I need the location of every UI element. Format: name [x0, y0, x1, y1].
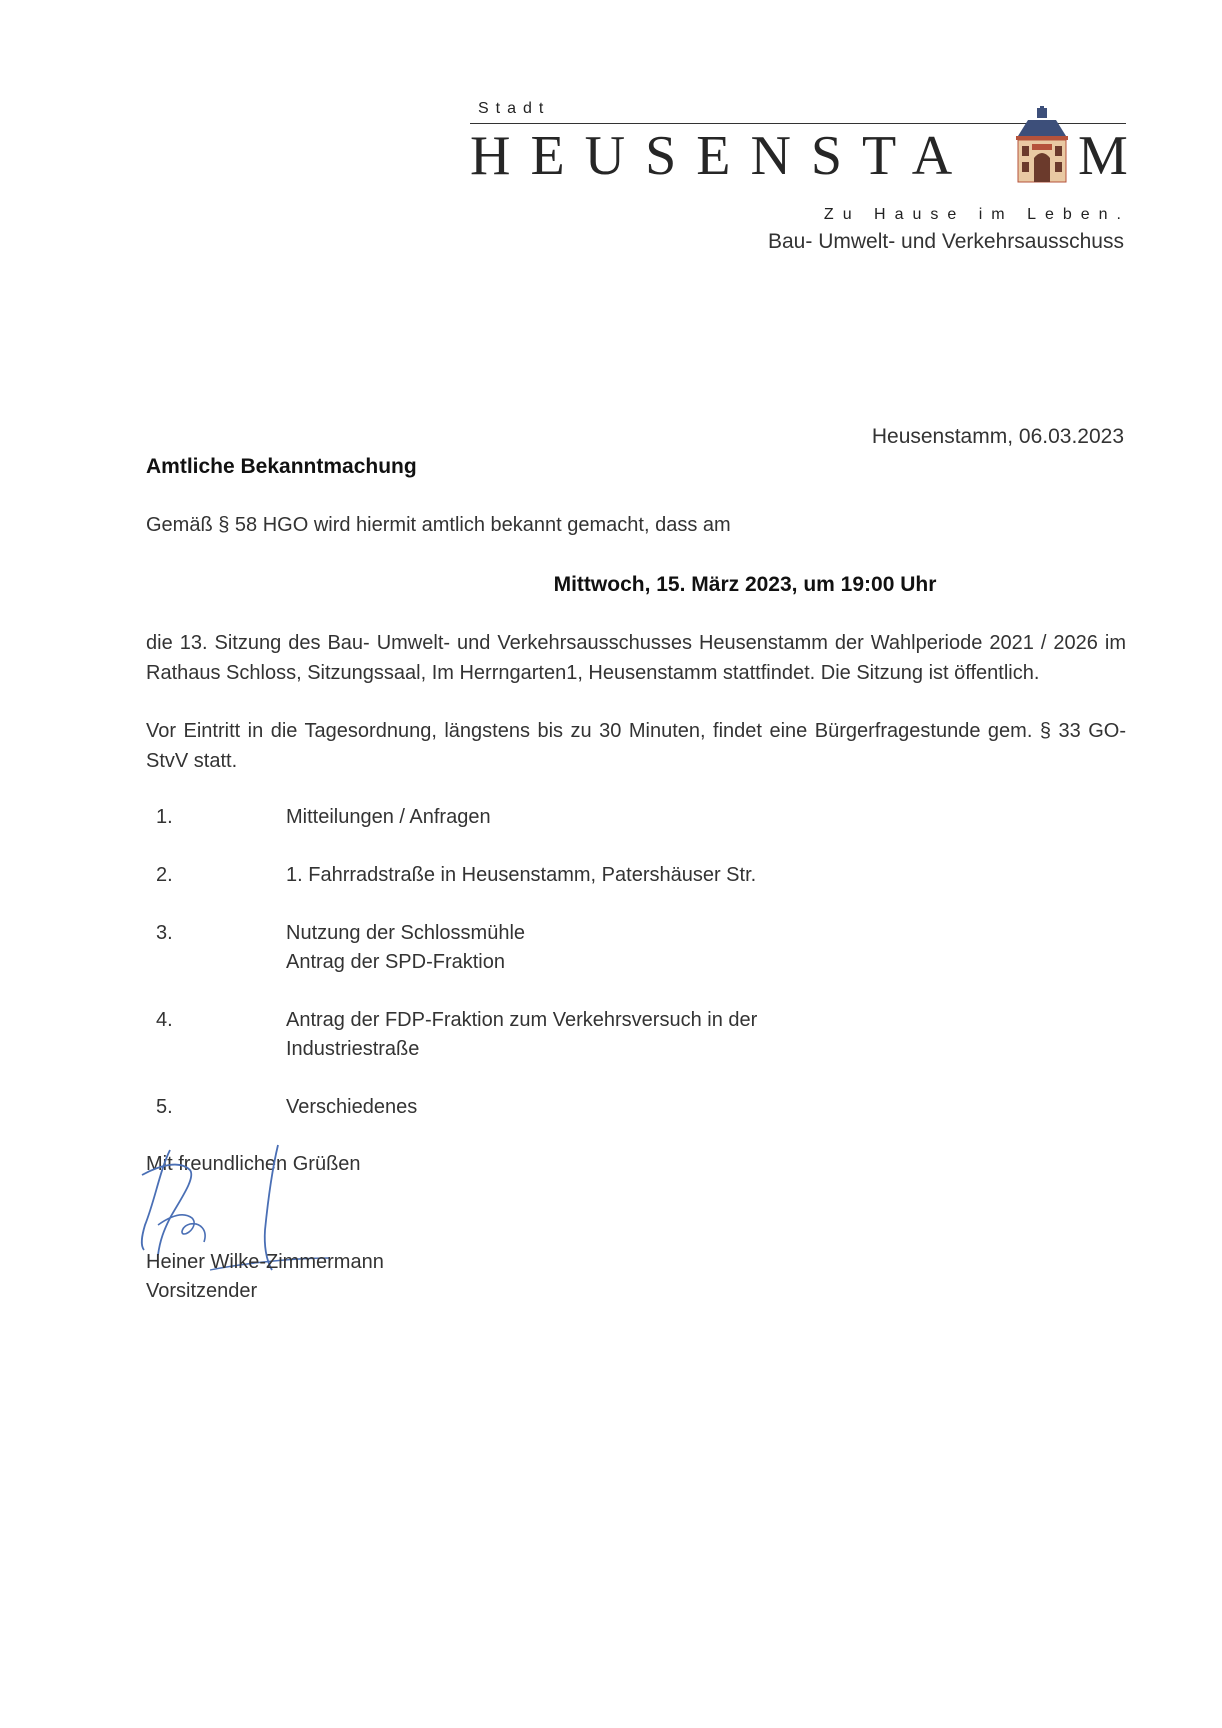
meeting-date: Mittwoch, 15. März 2023, um 19:00 Uhr: [553, 573, 937, 596]
agenda-title: 1. Fahrradstraße in Heusenstamm, Patershäuser Str.: [286, 864, 757, 886]
agenda-item: [146, 919, 1126, 977]
place-date: Heusenstamm, 06.03.2023: [871, 425, 1124, 448]
agenda-item: [146, 1006, 1126, 1064]
session-paragraph: die 13. Sitzung des Bau- Umwelt- und Verkehrsausschusses Heusenstamm der Wahlperiode 2021 / 2026 im Rathaus Schloss, Sitzungssaal, Im Herrngarten1, Heusenstamm stattfindet. Die Sitzung ist öffentlich.: [146, 632, 1126, 684]
agenda-title: Nutzung der Schlossmühle: [286, 922, 526, 944]
closing-greeting: Mit freundlichen Grüßen: [146, 1153, 361, 1175]
logo-city-name-end: M: [1078, 125, 1128, 187]
agenda-number: 5.: [156, 1096, 173, 1118]
logo-tagline: Zu Hause im Leben.: [823, 206, 1130, 223]
agenda-subtitle: Industriestraße: [286, 1038, 420, 1060]
citizen-questions-paragraph: Vor Eintritt in die Tagesordnung, längstens bis zu 30 Minuten, findet eine Bürgerfragestunde gem. § 33 GO-StvV statt.: [146, 720, 1126, 772]
agenda-title: Antrag der FDP-Fraktion zum Verkehrsversuch in der: [286, 1009, 758, 1031]
signer-role: Vorsitzender: [146, 1280, 258, 1302]
city-logo: [470, 100, 1130, 223]
agenda-number: 2.: [156, 864, 173, 886]
agenda-title: Verschiedenes: [286, 1096, 418, 1118]
agenda-item: [146, 861, 1126, 890]
signer-name: Heiner Wilke-Zimmermann: [146, 1251, 384, 1273]
castle-icon: [1014, 106, 1070, 184]
agenda-number: 4.: [156, 1009, 173, 1031]
notice-heading: Amtliche Bekanntmachung: [146, 455, 417, 478]
agenda-number: 3.: [156, 922, 173, 944]
committee-name: Bau- Umwelt- und Verkehrsausschuss: [768, 230, 1124, 253]
intro-text: Gemäß § 58 HGO wird hiermit amtlich bekannt gemacht, dass am: [146, 514, 731, 536]
agenda-item: [146, 803, 1126, 832]
agenda-subtitle: Antrag der SPD-Fraktion: [286, 951, 505, 973]
logo-stadt-label: Stadt: [478, 100, 551, 117]
agenda-title: Mitteilungen / Anfragen: [286, 806, 491, 828]
agenda-list: [146, 803, 1126, 1151]
agenda-item: [146, 1093, 1126, 1122]
agenda-number: 1.: [156, 806, 173, 828]
logo-city-name: HEUSENSTA: [470, 125, 973, 187]
